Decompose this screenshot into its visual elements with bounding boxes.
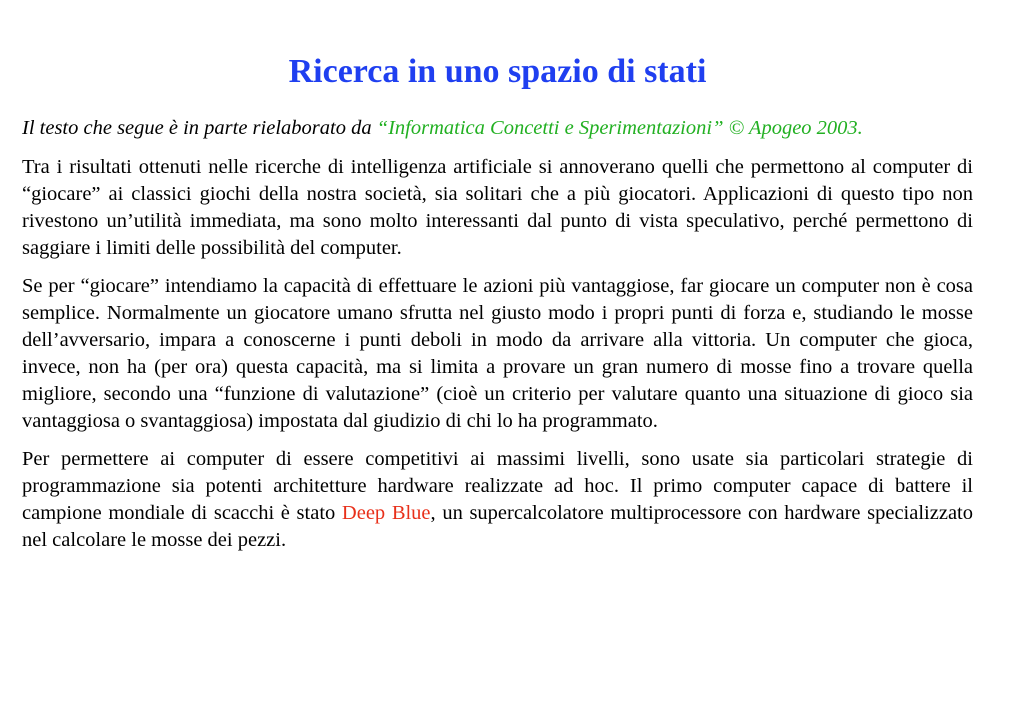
page-title: Ricerca in uno spazio di stati <box>288 53 707 90</box>
paragraph-3-text-after: , un supercalcolatore multiprocessore con hardware specializzato nel calcolare le mosse dei pezzi. <box>22 502 973 551</box>
intro-lead-text: Il testo che segue è in parte rielaborato da <box>22 117 377 139</box>
intro-paragraph <box>22 115 973 142</box>
document-page <box>22 0 973 554</box>
paragraph-2: Se per “giocare” intendiamo la capacità di effettuare le azioni più vantaggiose, far giocare un computer non è cosa semplice. Normalmente un giocatore umano sfrutta nel giusto modo i propri punti di forza e, studiando le mosse dell’avversario, impara a conoscerne i punti deboli in modo da arrivare alla vittoria. Un computer che gioca, invece, non ha (per ora) questa capacità, ma si limita a provare un gran numero di mosse fino a trovare quella migliore, secondo una “funzione di valutazione” (cioè un criterio per valutare quanto una situazione di gioco sia vantaggiosa o svantaggiosa) impostata dal giudizio di chi lo ha programmato. <box>22 275 973 432</box>
source-citation: “Informatica Concetti e Sperimentazioni” © Apogeo 2003. <box>376 117 863 139</box>
paragraph-3 <box>22 446 973 554</box>
deep-blue-highlight: Deep Blue <box>341 502 431 524</box>
paragraph-3-text-before: Per permettere ai computer di essere competitivi ai massimi livelli, sono usate sia particolari strategie di programmazione sia potenti architetture hardware realizzate ad hoc. Il primo computer capace di battere il campione mondiale di scacchi è stato <box>22 448 973 524</box>
paragraph-1: Tra i risultati ottenuti nelle ricerche di intelligenza artificiale si annoverano quelli che permettono al computer di “giocare” ai classici giochi della nostra società, sia solitari che a più giocatori. Applicazioni di questo tipo non rivestono un’utilità immediata, ma sono molto interessanti dal punto di vista speculativo, perché permettono di saggiare i limiti delle possibilità del computer. <box>22 156 973 259</box>
